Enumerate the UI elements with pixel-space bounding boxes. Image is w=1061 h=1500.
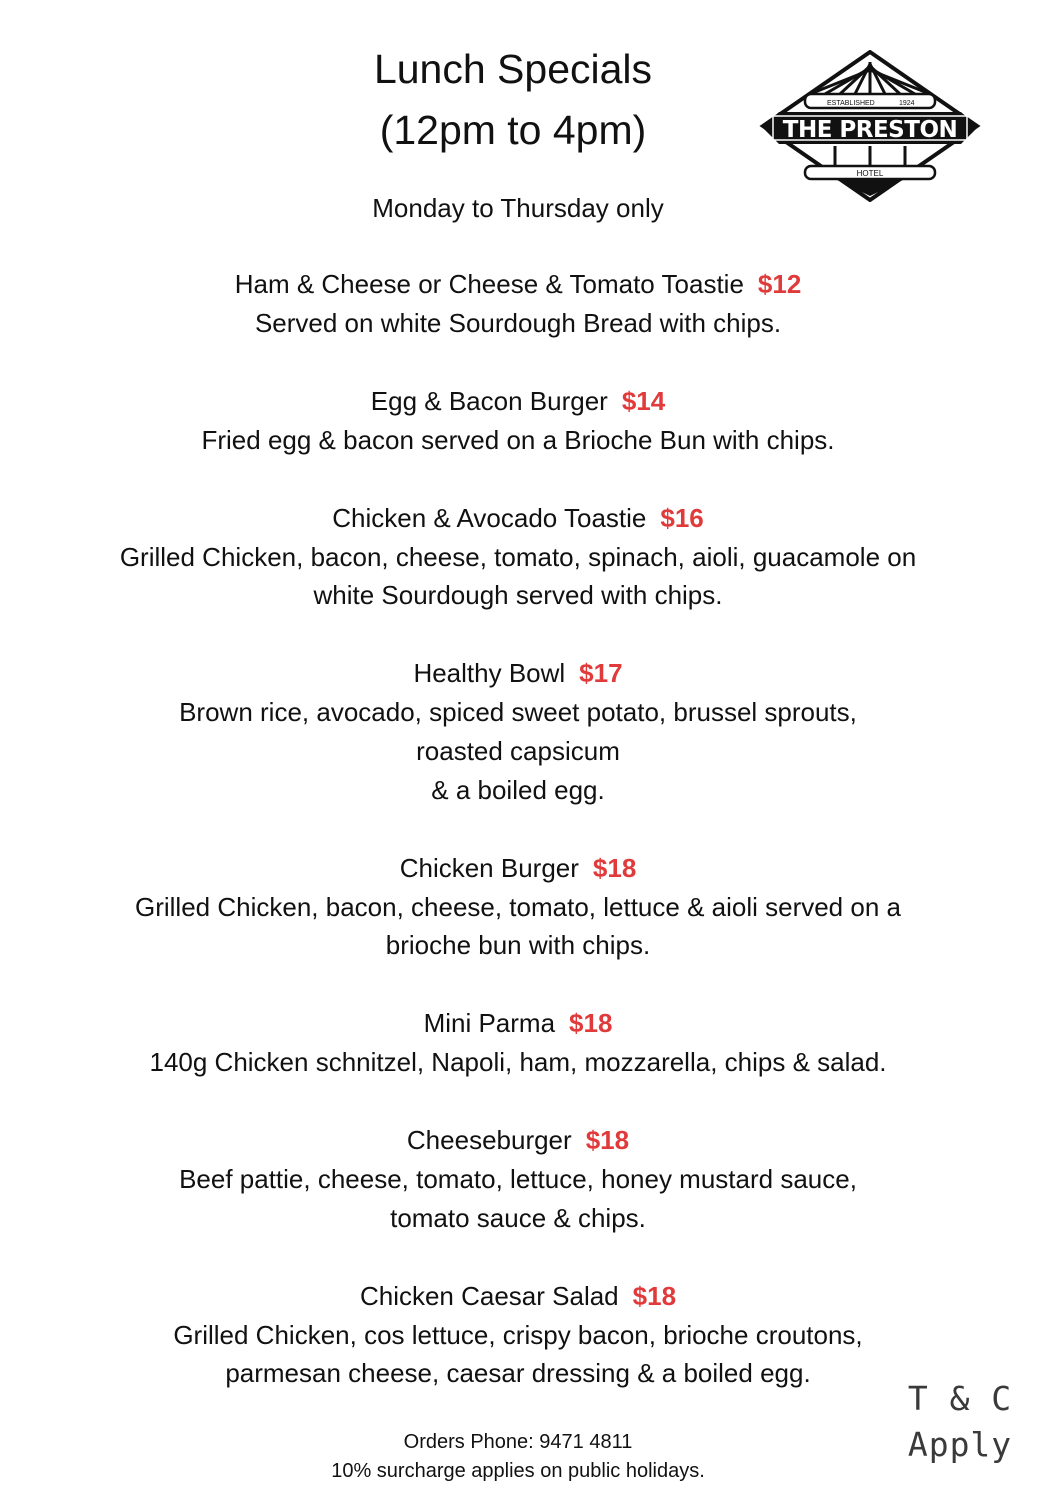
menu-item	[30, 654, 1006, 809]
terms-line2: Apply	[907, 1425, 1013, 1464]
menu-item-description: Fried egg & bacon served on a Brioche Bun with chips.	[201, 424, 835, 455]
menu-item	[30, 1277, 1006, 1394]
logo-name-text: THE PRESTON	[782, 117, 958, 143]
menu-item-price: $18	[592, 852, 637, 883]
menu-item-price: $16	[660, 502, 704, 533]
menu-item-description: Grilled Chicken, bacon, cheese, tomato, lettuce & aioli served on a	[135, 891, 901, 922]
menu-item-name: Egg & Bacon Burger	[370, 385, 608, 416]
menu-item-title	[30, 654, 1006, 693]
menu-item-description: Brown rice, avocado, spiced sweet potato, brussel sprouts,	[179, 697, 857, 728]
menu-item-title	[30, 382, 1006, 421]
menu-item-description: Grilled Chicken, bacon, cheese, tomato, spinach, aioli, guacamole on	[119, 541, 917, 572]
menu-item-description: & a boiled egg.	[431, 774, 605, 805]
menu-item	[30, 849, 1006, 966]
logo-hotel-text: HOTEL	[856, 169, 884, 178]
menu-item	[30, 499, 1006, 616]
page-title-hours: (12pm to 4pm)	[379, 107, 647, 153]
menu-item-description: white Sourdough served with chips.	[313, 580, 723, 611]
menu-item-price: $18	[585, 1124, 630, 1155]
page-subtitle: Monday to Thursday only	[372, 193, 664, 223]
menu-item-description: Grilled Chicken, cos lettuce, crispy bacon, brioche croutons,	[173, 1319, 863, 1350]
surcharge-note: 10% surcharge applies on public holidays.	[331, 1460, 705, 1482]
menu-item-price: $18	[569, 1008, 613, 1039]
orders-phone: Orders Phone: 9471 4811	[403, 1431, 633, 1453]
menu-item-description: parmesan cheese, caesar dressing & a boiled egg.	[225, 1358, 811, 1389]
menu-item-price: $14	[621, 385, 666, 416]
menu-item	[30, 1121, 1006, 1238]
menu-item-title	[30, 1121, 1006, 1160]
menu-item-title	[30, 849, 1006, 888]
menu-item-price: $17	[579, 658, 623, 689]
menu-item-description: brioche bun with chips.	[385, 930, 651, 961]
menu-item-name: Chicken Burger	[399, 852, 579, 883]
menu-item-title	[30, 1004, 1006, 1043]
menu-list	[30, 265, 1006, 1432]
menu-item-price: $12	[757, 269, 802, 299]
page-title: Lunch Specials	[373, 46, 653, 92]
menu-item-name: Cheeseburger	[406, 1124, 572, 1155]
menu-item	[30, 265, 1006, 343]
menu-item-description: roasted capsicum	[416, 735, 620, 766]
the-preston-hotel-logo	[759, 50, 981, 202]
menu-item-name: Chicken & Avocado Toastie	[332, 502, 647, 533]
menu-item	[30, 382, 1006, 460]
menu-item-name: Ham & Cheese or Cheese & Tomato Toastie	[234, 269, 744, 299]
terms-line1: T & C	[907, 1379, 1013, 1418]
menu-item-title	[30, 265, 1006, 304]
logo-established-text: ESTABLISHED	[827, 100, 875, 107]
menu-item-description: Served on white Sourdough Bread with chips.	[254, 308, 782, 338]
menu-item-name: Chicken Caesar Salad	[359, 1280, 619, 1311]
menu-item-description: tomato sauce & chips.	[390, 1202, 646, 1233]
menu-item-name: Mini Parma	[423, 1008, 556, 1039]
menu-item	[30, 1004, 1006, 1082]
menu-item-title	[30, 1277, 1006, 1316]
menu-item-title	[30, 499, 1006, 538]
menu-item-name: Healthy Bowl	[413, 658, 566, 689]
logo-year-text: 1924	[899, 100, 915, 107]
menu-item-description: Beef pattie, cheese, tomato, lettuce, honey mustard sauce,	[179, 1163, 857, 1194]
menu-item-price: $18	[632, 1280, 677, 1311]
menu-item-description: 140g Chicken schnitzel, Napoli, ham, mozzarella, chips & salad.	[149, 1047, 887, 1078]
